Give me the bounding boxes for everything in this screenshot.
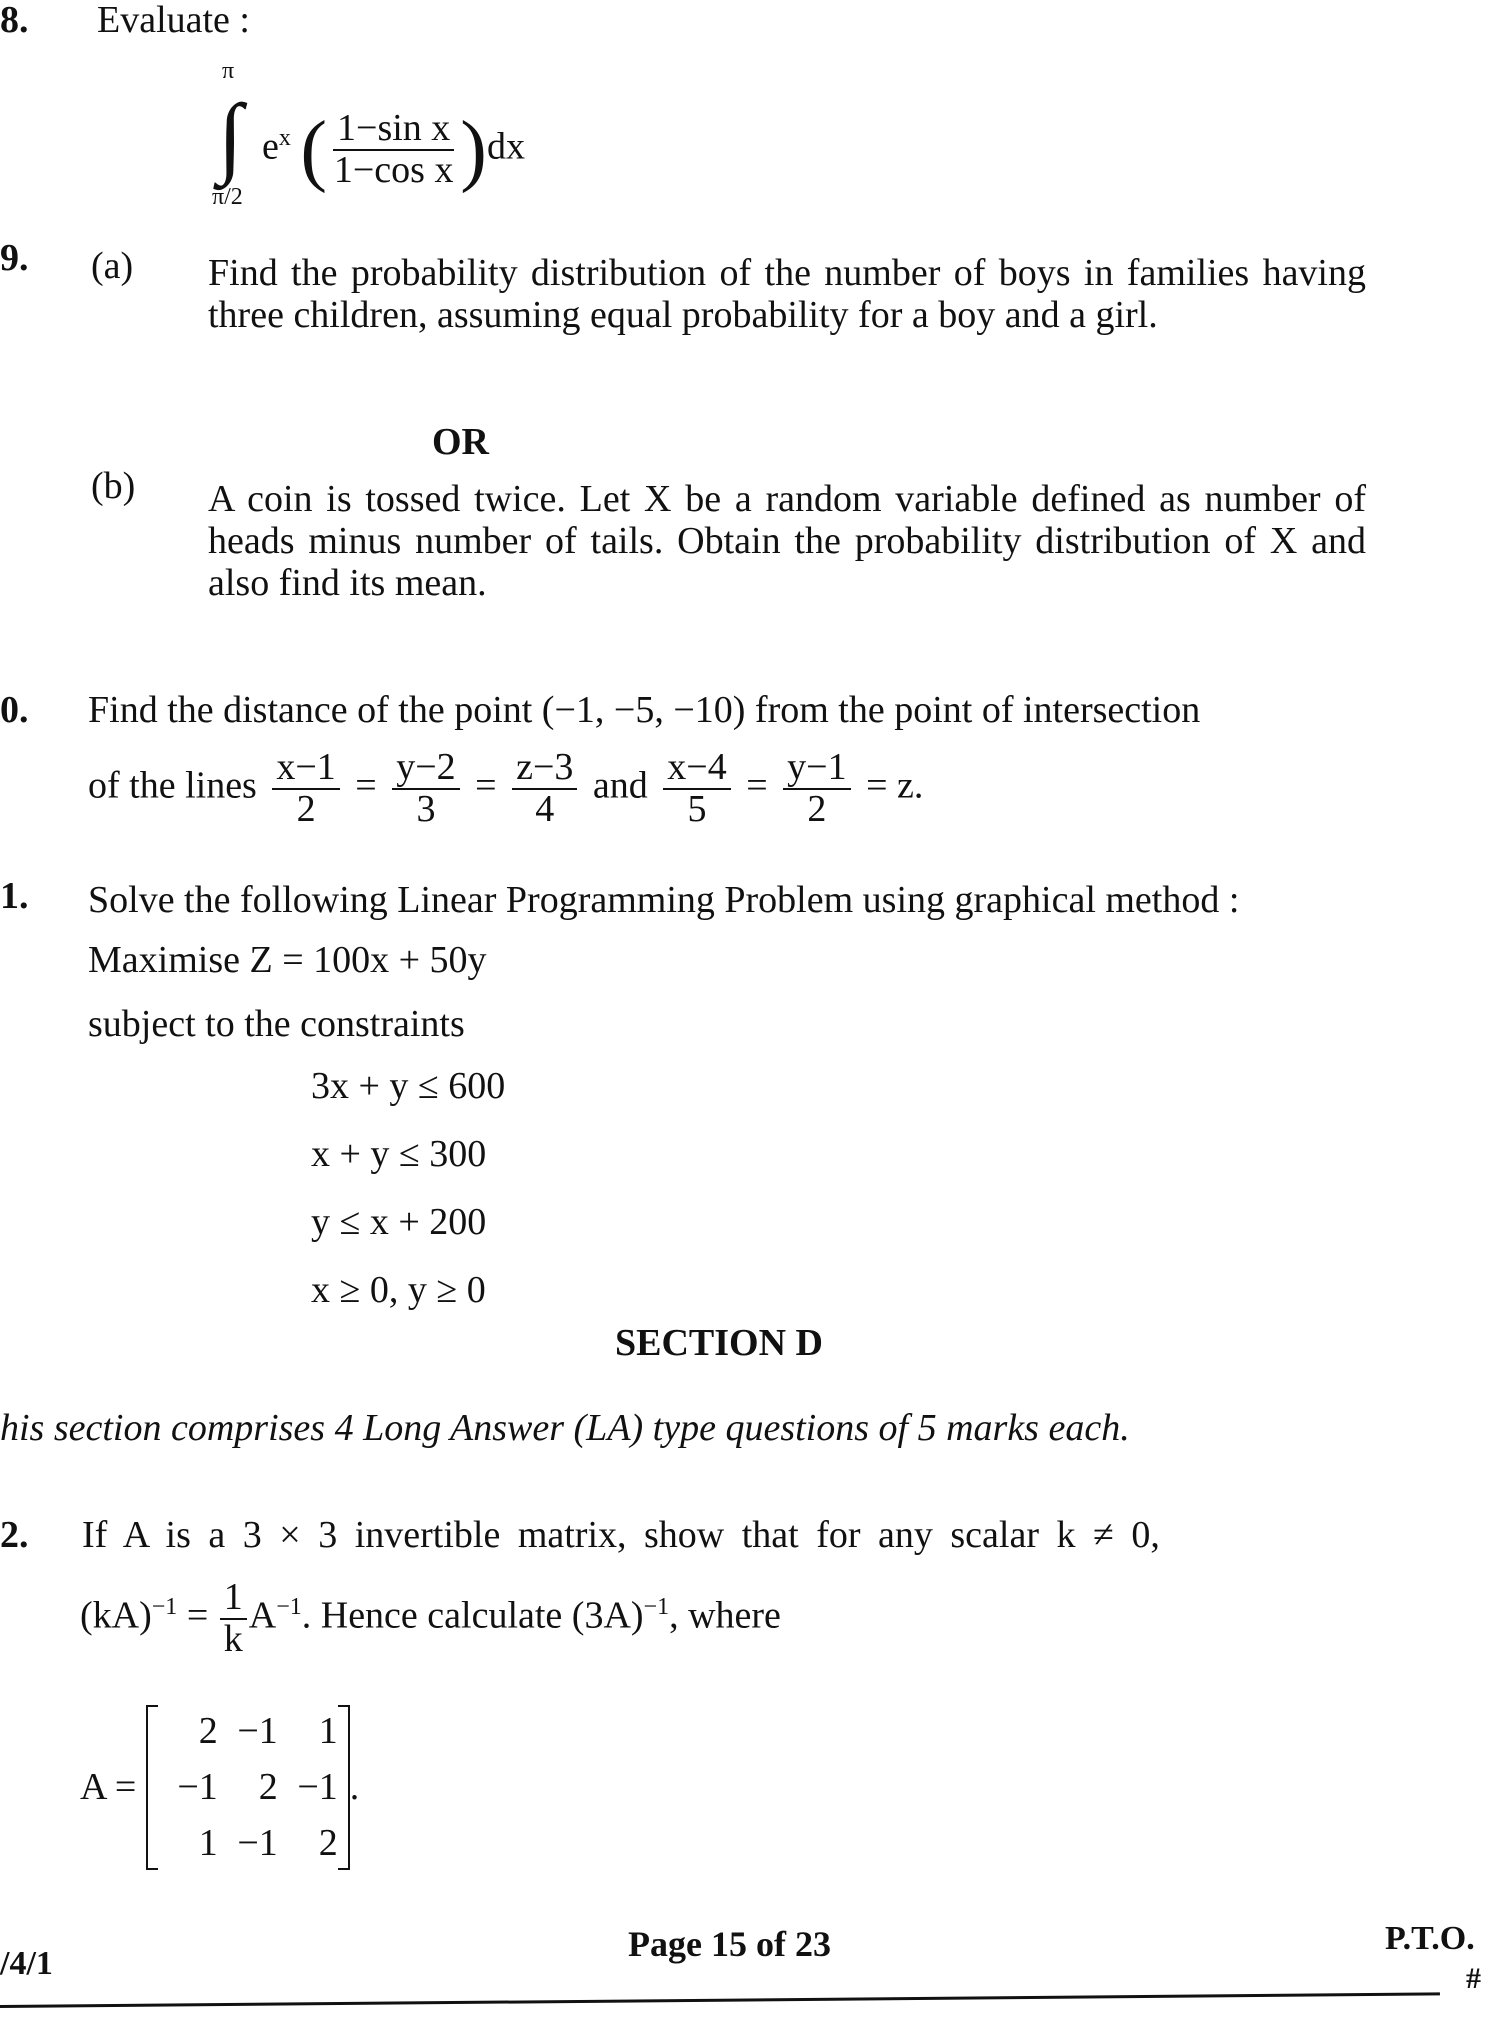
inverse-exponent: −1 xyxy=(276,1593,302,1620)
and-word: and xyxy=(592,764,648,807)
integrand: $e^x$ ( $\frac{\text{1−sin x}}{\text{1−cos x}}$ )dx xyxy=(262,106,525,194)
q10-number: 0. xyxy=(0,689,29,731)
kA: (kA) xyxy=(80,1594,152,1637)
q9-number: 9. xyxy=(0,237,29,279)
paper-code: /4/1 xyxy=(0,1945,53,1982)
fraction-4-denominator: 5 xyxy=(687,787,707,830)
fraction-5-numerator: y−1 xyxy=(783,748,850,790)
q12-hence: . Hence calculate (3A) xyxy=(301,1594,644,1637)
equals-sign: = xyxy=(186,1594,209,1637)
A-symbol: A xyxy=(248,1594,277,1637)
matrix-label: A = xyxy=(80,1765,137,1808)
matrix-cell: 2 xyxy=(258,1765,278,1808)
q11-objective: Maximise Z = 100x + 50y xyxy=(88,939,487,981)
integral-lower-limit: π/2 xyxy=(212,184,243,210)
fraction-5-denominator: 2 xyxy=(807,787,827,830)
constraint: y ≤ x + 200 xyxy=(311,1201,487,1243)
section-title: SECTION D xyxy=(615,1322,823,1364)
q11-line1: Solve the following Linear Programming Problem using graphical method : xyxy=(88,879,1240,921)
equals-sign: = xyxy=(475,764,497,807)
matrix-cell: 2 xyxy=(198,1710,218,1752)
section-description: his section comprises 4 Long Answer (LA) type questions of 5 marks each. xyxy=(0,1407,1130,1449)
integrand-base: e xyxy=(262,125,279,168)
q10-end: = z. xyxy=(866,764,924,807)
matrix-cell: 1 xyxy=(318,1710,338,1752)
q9b-text: A coin is tossed twice. Let X be a random variable defined as number of heads minus number of tails. Obtain the probability distribution of X and also find its mean. xyxy=(208,478,1366,604)
q8-prompt: Evaluate : xyxy=(97,0,250,41)
integrand-exponent: x xyxy=(278,125,291,152)
fraction-2-denominator: 3 xyxy=(416,787,436,830)
constraint: x ≥ 0, y ≥ 0 xyxy=(311,1269,486,1311)
fraction-3-numerator: z−3 xyxy=(512,748,577,790)
q10-line1: Find the distance of the point (−1, −5, −10) from the point of intersection xyxy=(88,689,1201,731)
matrix-definition xyxy=(80,1705,359,1870)
integral-upper-limit: π xyxy=(222,58,235,84)
period: . xyxy=(349,1765,360,1808)
q10-of-lines: of the lines xyxy=(88,764,257,807)
integrand-denominator: 1−cos x xyxy=(333,149,454,191)
fraction-4-numerator: x−4 xyxy=(663,748,730,790)
q12-where: , where xyxy=(669,1594,781,1637)
or-label: OR xyxy=(432,421,489,463)
q11-subject: subject to the constraints xyxy=(88,1003,465,1045)
fraction-denominator: k xyxy=(223,1617,243,1660)
inverse-exponent: −1 xyxy=(151,1593,178,1620)
q12-line2 xyxy=(80,1578,781,1660)
q11-number: 1. xyxy=(0,875,29,917)
constraint: x + y ≤ 300 xyxy=(311,1133,487,1175)
q9a-label: (a) xyxy=(91,245,134,287)
matrix-cell: −1 xyxy=(297,1765,338,1808)
equals-sign: = xyxy=(355,764,377,807)
fraction-2-numerator: y−2 xyxy=(392,748,459,790)
q10-line2 xyxy=(88,748,923,830)
fraction-1-denominator: 2 xyxy=(296,787,316,830)
pto-label: P.T.O. xyxy=(1385,1920,1475,1957)
integral-sign: ∫ xyxy=(218,87,243,186)
matrix-cell: 1 xyxy=(198,1821,218,1864)
q8-number: 8. xyxy=(0,0,29,41)
fraction-1-numerator: x−1 xyxy=(272,748,339,790)
footer-rule xyxy=(0,1992,1440,2008)
fraction-3-denominator: 4 xyxy=(535,787,555,830)
matrix-cell: 2 xyxy=(318,1821,338,1864)
page-number: Page 15 of 23 xyxy=(628,1924,831,1964)
q9b-label: (b) xyxy=(91,465,136,507)
integrand-dx: dx xyxy=(486,125,525,168)
integrand-numerator: 1−sin x xyxy=(333,109,454,151)
matrix-cell: −1 xyxy=(177,1765,218,1808)
matrix xyxy=(146,1705,350,1870)
q12-line1: If A is a 3 × 3 invertible matrix, show that for any scalar k ≠ 0, xyxy=(82,1514,1160,1556)
matrix-cell: −1 xyxy=(237,1821,278,1864)
q12-number: 2. xyxy=(0,1514,29,1556)
inverse-exponent: −1 xyxy=(643,1593,670,1620)
fraction-numerator: 1 xyxy=(220,1578,247,1620)
matrix-cell: −1 xyxy=(237,1710,278,1752)
hash-mark: # xyxy=(1466,1962,1481,1995)
q9a-text: Find the probability distribution of the number of boys in families having three children, assuming equal probability for a boy and a girl. xyxy=(208,252,1366,336)
equals-sign: = xyxy=(746,764,768,807)
constraint: 3x + y ≤ 600 xyxy=(311,1065,506,1107)
